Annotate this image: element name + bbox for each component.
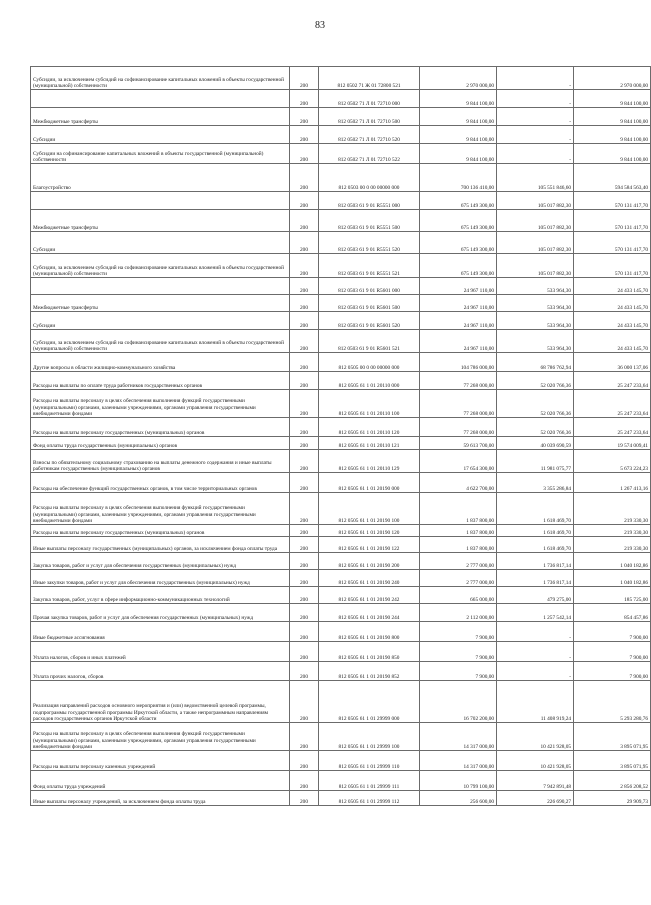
budget-classification-code-cell: 812 0505 61 1 01 20190 100: [319, 493, 420, 525]
executed-amount-cell: -: [497, 662, 574, 681]
executed-amount-cell: 68 786 762,94: [497, 353, 574, 372]
executed-amount-cell: 52 020 766,36: [497, 390, 574, 418]
row-name-cell: Субсидии: [31, 312, 290, 330]
unexecuted-amount-cell: 3 895 071,95: [574, 751, 651, 771]
row-code-cell: 200: [290, 493, 319, 525]
executed-amount-cell: -: [497, 144, 574, 164]
table-row: [31, 353, 651, 372]
row-code-cell: 200: [290, 791, 319, 806]
row-name-cell: Благоустройство: [31, 164, 290, 192]
approved-amount-cell: 7 900,00: [420, 622, 497, 642]
approved-amount-cell: 16 702 200,00: [420, 681, 497, 723]
row-code-cell: 200: [290, 604, 319, 622]
executed-amount-cell: 105 017 882,30: [497, 210, 574, 232]
executed-amount-cell: 226 690,27: [497, 791, 574, 806]
budget-classification-code-cell: 812 0505 61 1 01 20110 121: [319, 437, 420, 450]
table-row: [31, 642, 651, 662]
executed-amount-cell: 10 421 928,05: [497, 723, 574, 751]
table-row: [31, 493, 651, 525]
budget-classification-code-cell: 812 0505 61 1 01 29999 111: [319, 771, 420, 791]
table-row: [31, 372, 651, 390]
unexecuted-amount-cell: 219 330,30: [574, 493, 651, 525]
budget-classification-code-cell: 812 0502 71 Л 01 72710 520: [319, 126, 420, 144]
unexecuted-amount-cell: 9 844 100,00: [574, 90, 651, 108]
unexecuted-amount-cell: 36 000 137,06: [574, 353, 651, 372]
row-code-cell: 200: [290, 622, 319, 642]
approved-amount-cell: 10 799 100,00: [420, 771, 497, 791]
row-code-cell: 200: [290, 192, 319, 210]
table-row: [31, 450, 651, 473]
unexecuted-amount-cell: 24 433 145,70: [574, 330, 651, 353]
row-code-cell: 200: [290, 372, 319, 390]
row-code-cell: 200: [290, 278, 319, 295]
table-row: [31, 537, 651, 553]
approved-amount-cell: 9 844 100,00: [420, 126, 497, 144]
budget-classification-code-cell: 812 0505 61 1 01 20190 240: [319, 570, 420, 587]
executed-amount-cell: 40 039 690,59: [497, 437, 574, 450]
unexecuted-amount-cell: 1 040 182,86: [574, 570, 651, 587]
row-name-cell: Субсидии, за исключением субсидий на софинансирование капитальных вложений в объекты государственной (муниципальной) собственности: [31, 254, 290, 278]
row-name-cell: Расходы на выплаты персоналу в целях обеспечения выполнения функций государственными (муниципальными) органами, казенными учреждениями, органами управления государственными внебюджетными фондами: [31, 493, 290, 525]
row-code-cell: 200: [290, 330, 319, 353]
row-code-cell: 200: [290, 254, 319, 278]
unexecuted-amount-cell: 9 844 100,00: [574, 126, 651, 144]
approved-amount-cell: 7 900,00: [420, 662, 497, 681]
executed-amount-cell: 3 355 286,84: [497, 473, 574, 493]
executed-amount-cell: 1 618 469,70: [497, 493, 574, 525]
row-name-cell: [31, 90, 290, 108]
budget-classification-code-cell: 812 0505 61 1 01 20190 244: [319, 604, 420, 622]
approved-amount-cell: 77 268 000,00: [420, 372, 497, 390]
budget-classification-code-cell: 812 0505 61 1 01 20190 122: [319, 537, 420, 553]
table-row: [31, 295, 651, 312]
budget-classification-code-cell: 812 0502 71 Ж 01 72800 521: [319, 67, 420, 90]
executed-amount-cell: 533 964,30: [497, 330, 574, 353]
row-code-cell: 200: [290, 681, 319, 723]
approved-amount-cell: 1 837 800,00: [420, 493, 497, 525]
budget-classification-code-cell: 812 0503 61 9 01 R5601 521: [319, 330, 420, 353]
approved-amount-cell: 59 613 700,00: [420, 437, 497, 450]
unexecuted-amount-cell: 25 247 233,64: [574, 390, 651, 418]
budget-classification-code-cell: 812 0503 61 9 01 R5551 000: [319, 192, 420, 210]
unexecuted-amount-cell: 570 131 417,70: [574, 254, 651, 278]
budget-classification-code-cell: 812 0505 61 1 01 20190 200: [319, 553, 420, 570]
budget-classification-code-cell: 812 0505 61 1 01 20190 800: [319, 622, 420, 642]
unexecuted-amount-cell: 594 584 563,40: [574, 164, 651, 192]
approved-amount-cell: 700 136 410,00: [420, 164, 497, 192]
executed-amount-cell: 52 020 766,36: [497, 372, 574, 390]
table-row: [31, 312, 651, 330]
table-row: [31, 192, 651, 210]
table-row: [31, 751, 651, 771]
budget-classification-code-cell: 812 0505 61 1 01 20110 120: [319, 418, 420, 437]
row-name-cell: Фонд оплаты труда учреждений: [31, 771, 290, 791]
row-code-cell: 200: [290, 126, 319, 144]
table-row: [31, 587, 651, 604]
row-name-cell: Реализация направлений расходов основного мероприятия и (или) ведомственной целевой программы, подпрограммы государственной программы Иркутской области, а также непрограммным направлениям расходов государственных органов Иркутской области: [31, 681, 290, 723]
row-code-cell: 200: [290, 537, 319, 553]
row-code-cell: 200: [290, 295, 319, 312]
unexecuted-amount-cell: 1 040 182,86: [574, 553, 651, 570]
executed-amount-cell: 11 408 919,24: [497, 681, 574, 723]
table-row: [31, 126, 651, 144]
row-name-cell: Субсидии: [31, 126, 290, 144]
unexecuted-amount-cell: 7 900,00: [574, 622, 651, 642]
approved-amount-cell: 24 967 110,00: [420, 278, 497, 295]
row-name-cell: Иные выплаты персоналу государственных (муниципальных) органов, за исключением фонда оплаты труда: [31, 537, 290, 553]
table-row: [31, 525, 651, 537]
row-name-cell: Уплата налогов, сборов и иных платежей: [31, 642, 290, 662]
executed-amount-cell: 105 017 882,30: [497, 232, 574, 254]
budget-classification-code-cell: 812 0505 61 1 01 20110 000: [319, 372, 420, 390]
unexecuted-amount-cell: 854 457,86: [574, 604, 651, 622]
unexecuted-amount-cell: 25 247 233,64: [574, 372, 651, 390]
budget-classification-code-cell: 812 0505 61 1 01 29999 110: [319, 751, 420, 771]
table-row: [31, 553, 651, 570]
executed-amount-cell: 7 942 891,48: [497, 771, 574, 791]
unexecuted-amount-cell: 24 433 145,70: [574, 312, 651, 330]
unexecuted-amount-cell: 219 330,30: [574, 525, 651, 537]
unexecuted-amount-cell: 185 725,00: [574, 587, 651, 604]
row-name-cell: Межбюджетные трансферты: [31, 108, 290, 126]
budget-classification-code-cell: 812 0505 00 0 00 00000 000: [319, 353, 420, 372]
table-row: [31, 473, 651, 493]
approved-amount-cell: 24 967 110,00: [420, 312, 497, 330]
budget-classification-code-cell: 812 0505 61 1 01 20190 000: [319, 473, 420, 493]
table-row: [31, 681, 651, 723]
executed-amount-cell: 11 981 075,77: [497, 450, 574, 473]
row-name-cell: [31, 278, 290, 295]
budget-classification-code-cell: 812 0502 71 Л 01 72710 500: [319, 108, 420, 126]
unexecuted-amount-cell: 19 574 009,41: [574, 437, 651, 450]
budget-classification-code-cell: 812 0503 61 9 01 R5551 521: [319, 254, 420, 278]
approved-amount-cell: 7 900,00: [420, 642, 497, 662]
page-number: 83: [315, 20, 325, 31]
row-code-cell: 200: [290, 312, 319, 330]
executed-amount-cell: 10 421 928,05: [497, 751, 574, 771]
table-row: [31, 791, 651, 806]
executed-amount-cell: 1 736 817,14: [497, 553, 574, 570]
row-name-cell: Межбюджетные трансферты: [31, 210, 290, 232]
budget-classification-code-cell: 812 0502 71 Л 01 72710 522: [319, 144, 420, 164]
table-row: [31, 418, 651, 437]
unexecuted-amount-cell: 24 433 145,70: [574, 295, 651, 312]
row-code-cell: 200: [290, 553, 319, 570]
unexecuted-amount-cell: 24 433 145,70: [574, 278, 651, 295]
row-name-cell: Другие вопросы в области жилищно-коммунального хозяйства: [31, 353, 290, 372]
approved-amount-cell: 1 837 800,00: [420, 537, 497, 553]
table-row: [31, 570, 651, 587]
table-row: [31, 771, 651, 791]
unexecuted-amount-cell: 219 330,30: [574, 537, 651, 553]
row-code-cell: 200: [290, 144, 319, 164]
table-row: [31, 108, 651, 126]
approved-amount-cell: 1 837 800,00: [420, 525, 497, 537]
executed-amount-cell: -: [497, 642, 574, 662]
row-code-cell: 200: [290, 390, 319, 418]
row-name-cell: Уплата прочих налогов, сборов: [31, 662, 290, 681]
row-name-cell: Прочая закупка товаров, работ и услуг для обеспечения государственных (муниципальных) нужд: [31, 604, 290, 622]
budget-classification-code-cell: 812 0503 61 9 01 R5601 500: [319, 295, 420, 312]
approved-amount-cell: 665 000,00: [420, 587, 497, 604]
table-row: [31, 604, 651, 622]
executed-amount-cell: -: [497, 90, 574, 108]
row-code-cell: 200: [290, 67, 319, 90]
table-row: [31, 90, 651, 108]
row-name-cell: Взносы по обязательному социальному страхованию на выплаты денежного содержания и иные выплаты работникам государственных (муниципальных) органов: [31, 450, 290, 473]
executed-amount-cell: 1 618 469,70: [497, 525, 574, 537]
approved-amount-cell: 104 786 000,00: [420, 353, 497, 372]
table-row: [31, 144, 651, 164]
budget-classification-code-cell: 812 0505 61 1 01 20190 852: [319, 662, 420, 681]
executed-amount-cell: 1 618 469,70: [497, 537, 574, 553]
unexecuted-amount-cell: 5 673 224,23: [574, 450, 651, 473]
executed-amount-cell: -: [497, 108, 574, 126]
unexecuted-amount-cell: 1 267 413,16: [574, 473, 651, 493]
approved-amount-cell: 9 844 100,00: [420, 108, 497, 126]
row-code-cell: 200: [290, 642, 319, 662]
budget-table: [30, 66, 651, 806]
row-code-cell: 200: [290, 450, 319, 473]
unexecuted-amount-cell: 29 909,73: [574, 791, 651, 806]
budget-classification-code-cell: 812 0502 71 Л 01 72710 000: [319, 90, 420, 108]
approved-amount-cell: 675 149 300,00: [420, 210, 497, 232]
row-name-cell: [31, 192, 290, 210]
unexecuted-amount-cell: 2 970 000,00: [574, 67, 651, 90]
table-row: [31, 254, 651, 278]
unexecuted-amount-cell: 7 900,00: [574, 642, 651, 662]
unexecuted-amount-cell: 5 293 280,76: [574, 681, 651, 723]
row-name-cell: Субсидии, за исключением субсидий на софинансирование капитальных вложений в объекты государственной (муниципальной) собственности: [31, 67, 290, 90]
table-row: [31, 330, 651, 353]
unexecuted-amount-cell: 570 131 417,70: [574, 232, 651, 254]
row-name-cell: Расходы на выплаты персоналу казенных учреждений: [31, 751, 290, 771]
executed-amount-cell: 533 964,30: [497, 278, 574, 295]
row-name-cell: Субсидии на софинансирование капитальных вложений в объекты государственной (муниципальной) собственности: [31, 144, 290, 164]
approved-amount-cell: 77 268 000,00: [420, 390, 497, 418]
approved-amount-cell: 675 149 300,00: [420, 192, 497, 210]
approved-amount-cell: 256 600,00: [420, 791, 497, 806]
row-code-cell: 200: [290, 525, 319, 537]
row-code-cell: 200: [290, 570, 319, 587]
executed-amount-cell: 533 964,30: [497, 295, 574, 312]
row-name-cell: Межбюджетные трансферты: [31, 295, 290, 312]
unexecuted-amount-cell: 9 844 100,00: [574, 108, 651, 126]
table-row: [31, 390, 651, 418]
row-code-cell: 200: [290, 437, 319, 450]
approved-amount-cell: 9 844 100,00: [420, 90, 497, 108]
table-row: [31, 67, 651, 90]
budget-classification-code-cell: 812 0505 61 1 01 29999 000: [319, 681, 420, 723]
budget-classification-code-cell: 812 0505 61 1 01 20190 850: [319, 642, 420, 662]
row-name-cell: Закупка товаров, работ, услуг в сфере информационно-коммуникационных технологий: [31, 587, 290, 604]
unexecuted-amount-cell: 9 844 100,00: [574, 144, 651, 164]
unexecuted-amount-cell: 570 131 417,70: [574, 210, 651, 232]
budget-classification-code-cell: 812 0503 61 9 01 R5551 500: [319, 210, 420, 232]
unexecuted-amount-cell: 570 131 417,70: [574, 192, 651, 210]
budget-classification-code-cell: 812 0505 61 1 01 20110 100: [319, 390, 420, 418]
budget-classification-code-cell: 812 0505 61 1 01 20190 120: [319, 525, 420, 537]
row-name-cell: Расходы на выплаты персоналу государственных (муниципальных) органов: [31, 418, 290, 437]
row-name-cell: Расходы на выплаты персоналу в целях обеспечения выполнения функций государственными (муниципальными) органами, казенными учреждениями, органами управления государственными внебюджетными фондами: [31, 390, 290, 418]
approved-amount-cell: 2 970 000,00: [420, 67, 497, 90]
table-row: [31, 723, 651, 751]
row-code-cell: 200: [290, 353, 319, 372]
row-code-cell: 200: [290, 418, 319, 437]
row-name-cell: Закупка товаров, работ и услуг для обеспечения государственных (муниципальных) нужд: [31, 553, 290, 570]
executed-amount-cell: 1 257 542,14: [497, 604, 574, 622]
executed-amount-cell: 479 275,00: [497, 587, 574, 604]
row-code-cell: 200: [290, 90, 319, 108]
budget-classification-code-cell: 812 0505 61 1 01 20110 129: [319, 450, 420, 473]
row-code-cell: 200: [290, 771, 319, 791]
row-name-cell: Иные закупки товаров, работ и услуг для обеспечения государственных (муниципальных) нужд: [31, 570, 290, 587]
approved-amount-cell: 9 844 100,00: [420, 144, 497, 164]
table-row: [31, 662, 651, 681]
executed-amount-cell: -: [497, 67, 574, 90]
row-name-cell: Иные выплаты персоналу учреждений, за исключением фонда оплаты труда: [31, 791, 290, 806]
approved-amount-cell: 24 967 110,00: [420, 295, 497, 312]
approved-amount-cell: 14 317 000,00: [420, 723, 497, 751]
row-name-cell: Расходы на выплаты персоналу в целях обеспечения выполнения функций государственными (муниципальными) органами, казенными учреждениями, органами управления государственными внебюджетными фондами: [31, 723, 290, 751]
budget-classification-code-cell: 812 0505 61 1 01 20190 242: [319, 587, 420, 604]
executed-amount-cell: 105 551 846,60: [497, 164, 574, 192]
executed-amount-cell: -: [497, 622, 574, 642]
budget-classification-code-cell: 812 0503 61 9 01 R5601 520: [319, 312, 420, 330]
budget-classification-code-cell: 812 0503 00 0 00 00000 000: [319, 164, 420, 192]
executed-amount-cell: 533 964,30: [497, 312, 574, 330]
table-row: [31, 164, 651, 192]
row-name-cell: Иные бюджетные ассигнования: [31, 622, 290, 642]
row-code-cell: 200: [290, 108, 319, 126]
approved-amount-cell: 77 268 000,00: [420, 418, 497, 437]
table-row: [31, 232, 651, 254]
row-code-cell: 200: [290, 587, 319, 604]
row-code-cell: 200: [290, 164, 319, 192]
row-code-cell: 200: [290, 751, 319, 771]
approved-amount-cell: 2 777 000,00: [420, 570, 497, 587]
approved-amount-cell: 2 777 000,00: [420, 553, 497, 570]
table-row: [31, 278, 651, 295]
table-row: [31, 622, 651, 642]
row-code-cell: 200: [290, 662, 319, 681]
table-row: [31, 210, 651, 232]
executed-amount-cell: -: [497, 126, 574, 144]
unexecuted-amount-cell: 2 856 208,52: [574, 771, 651, 791]
budget-classification-code-cell: 812 0503 61 9 01 R5551 520: [319, 232, 420, 254]
budget-classification-code-cell: 812 0503 61 9 01 R5601 000: [319, 278, 420, 295]
row-code-cell: 200: [290, 473, 319, 493]
row-name-cell: Расходы на выплаты по оплате труда работников государственных органов: [31, 372, 290, 390]
budget-classification-code-cell: 812 0505 61 1 01 29999 100: [319, 723, 420, 751]
unexecuted-amount-cell: 3 895 071,95: [574, 723, 651, 751]
executed-amount-cell: 105 017 882,30: [497, 192, 574, 210]
table-row: [31, 437, 651, 450]
approved-amount-cell: 24 967 110,00: [420, 330, 497, 353]
unexecuted-amount-cell: 25 247 233,64: [574, 418, 651, 437]
row-code-cell: 200: [290, 723, 319, 751]
row-code-cell: 200: [290, 210, 319, 232]
budget-classification-code-cell: 812 0505 61 1 01 29999 112: [319, 791, 420, 806]
approved-amount-cell: 14 317 000,00: [420, 751, 497, 771]
row-code-cell: 200: [290, 232, 319, 254]
row-name-cell: Фонд оплаты труда государственных (муниципальных) органов: [31, 437, 290, 450]
approved-amount-cell: 675 149 300,00: [420, 254, 497, 278]
row-name-cell: Субсидии: [31, 232, 290, 254]
unexecuted-amount-cell: 7 900,00: [574, 662, 651, 681]
row-name-cell: Расходы на выплаты персоналу государственных (муниципальных) органов: [31, 525, 290, 537]
approved-amount-cell: 4 622 700,00: [420, 473, 497, 493]
approved-amount-cell: 17 654 300,00: [420, 450, 497, 473]
executed-amount-cell: 1 736 817,14: [497, 570, 574, 587]
executed-amount-cell: 52 020 766,36: [497, 418, 574, 437]
approved-amount-cell: 675 149 300,00: [420, 232, 497, 254]
approved-amount-cell: 2 112 000,00: [420, 604, 497, 622]
row-name-cell: Субсидии, за исключением субсидий на софинансирование капитальных вложений в объекты государственной (муниципальной) собственности: [31, 330, 290, 353]
row-name-cell: Расходы на обеспечение функций государственных органов, в том числе территориальных органов: [31, 473, 290, 493]
executed-amount-cell: 105 017 882,30: [497, 254, 574, 278]
